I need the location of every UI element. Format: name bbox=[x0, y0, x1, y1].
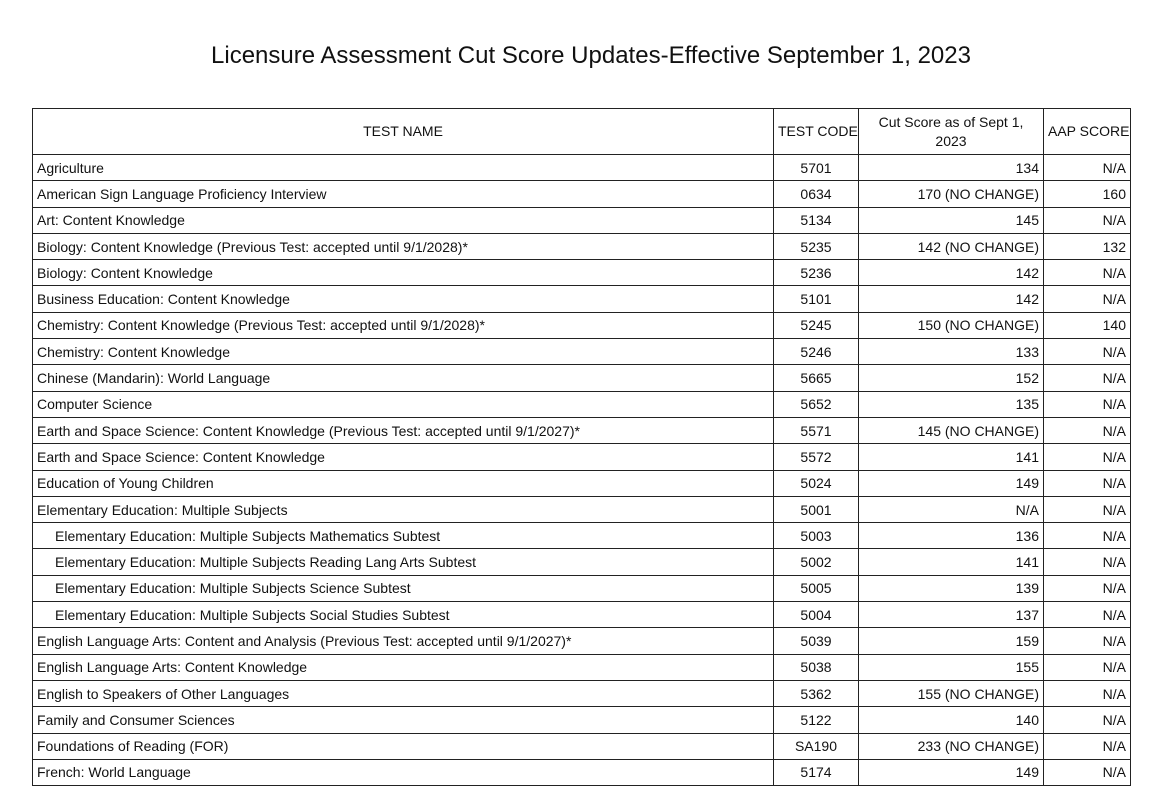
test-name-cell: Agriculture bbox=[33, 155, 774, 181]
table-row bbox=[33, 207, 1131, 233]
test-code-cell: 0634 bbox=[774, 181, 859, 207]
test-name-cell: Elementary Education: Multiple Subjects bbox=[33, 496, 774, 522]
test-code-cell: 5362 bbox=[774, 680, 859, 706]
table-row bbox=[33, 181, 1131, 207]
aap-score-cell: N/A bbox=[1044, 339, 1131, 365]
cut-score-cell: 142 bbox=[859, 260, 1044, 286]
table-row bbox=[33, 444, 1131, 470]
test-name-cell: French: World Language bbox=[33, 759, 774, 785]
aap-score-cell: N/A bbox=[1044, 444, 1131, 470]
test-code-cell: 5572 bbox=[774, 444, 859, 470]
cut-score-cell: 142 bbox=[859, 286, 1044, 312]
aap-score-header: AAP SCORE bbox=[1044, 109, 1131, 155]
cut-score-table bbox=[32, 108, 1131, 786]
aap-score-cell: N/A bbox=[1044, 575, 1131, 601]
test-name-cell: Chinese (Mandarin): World Language bbox=[33, 365, 774, 391]
cut-score-cell: 149 bbox=[859, 759, 1044, 785]
test-name-cell: Foundations of Reading (FOR) bbox=[33, 733, 774, 759]
cut-score-cell: 140 bbox=[859, 707, 1044, 733]
test-code-cell: 5024 bbox=[774, 470, 859, 496]
test-name-cell: Family and Consumer Sciences bbox=[33, 707, 774, 733]
aap-score-cell: 132 bbox=[1044, 233, 1131, 259]
cut-score-cell: 155 bbox=[859, 654, 1044, 680]
aap-score-cell: N/A bbox=[1044, 470, 1131, 496]
table-row bbox=[33, 733, 1131, 759]
test-code-cell: 5004 bbox=[774, 602, 859, 628]
test-code-cell: 5003 bbox=[774, 523, 859, 549]
aap-score-cell: N/A bbox=[1044, 391, 1131, 417]
test-name-cell: Business Education: Content Knowledge bbox=[33, 286, 774, 312]
aap-score-cell: N/A bbox=[1044, 286, 1131, 312]
table-row bbox=[33, 602, 1131, 628]
aap-score-cell: N/A bbox=[1044, 365, 1131, 391]
table-row bbox=[33, 523, 1131, 549]
cut-score-cell: 135 bbox=[859, 391, 1044, 417]
test-name-header: TEST NAME bbox=[33, 109, 774, 155]
test-name-cell: Elementary Education: Multiple Subjects Mathematics Subtest bbox=[33, 523, 774, 549]
aap-score-cell: N/A bbox=[1044, 759, 1131, 785]
table-header-row bbox=[33, 109, 1131, 155]
test-name-cell: Art: Content Knowledge bbox=[33, 207, 774, 233]
aap-score-cell: N/A bbox=[1044, 496, 1131, 522]
table-row bbox=[33, 496, 1131, 522]
document-title: Licensure Assessment Cut Score Updates-Effective September 1, 2023 bbox=[211, 42, 971, 69]
test-code-header: TEST CODE bbox=[774, 109, 859, 155]
test-name-cell: Computer Science bbox=[33, 391, 774, 417]
table-row bbox=[33, 575, 1131, 601]
aap-score-cell: N/A bbox=[1044, 628, 1131, 654]
test-name-cell: English to Speakers of Other Languages bbox=[33, 680, 774, 706]
table-row bbox=[33, 654, 1131, 680]
table-row bbox=[33, 365, 1131, 391]
test-name-cell: American Sign Language Proficiency Interview bbox=[33, 181, 774, 207]
cut-score-cell: 145 bbox=[859, 207, 1044, 233]
test-name-cell: Elementary Education: Multiple Subjects Social Studies Subtest bbox=[33, 602, 774, 628]
cut-score-cell: 133 bbox=[859, 339, 1044, 365]
test-name-cell: English Language Arts: Content Knowledge bbox=[33, 654, 774, 680]
test-name-cell: Earth and Space Science: Content Knowledge (Previous Test: accepted until 9/1/2027)* bbox=[33, 417, 774, 443]
table-row bbox=[33, 628, 1131, 654]
cut-score-cell: 142 (NO CHANGE) bbox=[859, 233, 1044, 259]
cut-score-cell: 136 bbox=[859, 523, 1044, 549]
table-row bbox=[33, 391, 1131, 417]
table-row bbox=[33, 286, 1131, 312]
test-name-cell: Biology: Content Knowledge (Previous Test: accepted until 9/1/2028)* bbox=[33, 233, 774, 259]
aap-score-cell: 160 bbox=[1044, 181, 1131, 207]
cut-score-cell: 233 (NO CHANGE) bbox=[859, 733, 1044, 759]
table-row bbox=[33, 155, 1131, 181]
cut-score-cell: 152 bbox=[859, 365, 1044, 391]
test-code-cell: 5245 bbox=[774, 312, 859, 338]
cut-score-cell: 149 bbox=[859, 470, 1044, 496]
aap-score-cell: N/A bbox=[1044, 602, 1131, 628]
cut-score-cell: 134 bbox=[859, 155, 1044, 181]
aap-score-cell: N/A bbox=[1044, 155, 1131, 181]
test-name-cell: Biology: Content Knowledge bbox=[33, 260, 774, 286]
aap-score-cell: N/A bbox=[1044, 417, 1131, 443]
aap-score-cell: N/A bbox=[1044, 549, 1131, 575]
test-code-cell: 5002 bbox=[774, 549, 859, 575]
cut-score-cell: N/A bbox=[859, 496, 1044, 522]
test-code-cell: 5571 bbox=[774, 417, 859, 443]
aap-score-cell: N/A bbox=[1044, 707, 1131, 733]
table-row bbox=[33, 549, 1131, 575]
test-name-cell: Earth and Space Science: Content Knowledge bbox=[33, 444, 774, 470]
table-row bbox=[33, 680, 1131, 706]
table-row bbox=[33, 707, 1131, 733]
test-name-cell: Chemistry: Content Knowledge (Previous Test: accepted until 9/1/2028)* bbox=[33, 312, 774, 338]
cut-score-cell: 139 bbox=[859, 575, 1044, 601]
aap-score-cell: N/A bbox=[1044, 680, 1131, 706]
table-row bbox=[33, 312, 1131, 338]
test-code-cell: 5038 bbox=[774, 654, 859, 680]
table-row bbox=[33, 260, 1131, 286]
table-row bbox=[33, 759, 1131, 785]
aap-score-cell: N/A bbox=[1044, 523, 1131, 549]
test-code-cell: 5174 bbox=[774, 759, 859, 785]
test-code-cell: 5701 bbox=[774, 155, 859, 181]
test-code-cell: 5236 bbox=[774, 260, 859, 286]
cut-score-cell: 150 (NO CHANGE) bbox=[859, 312, 1044, 338]
test-name-cell: Chemistry: Content Knowledge bbox=[33, 339, 774, 365]
cut-score-cell: 141 bbox=[859, 444, 1044, 470]
table-row bbox=[33, 417, 1131, 443]
cut-score-cell: 145 (NO CHANGE) bbox=[859, 417, 1044, 443]
test-code-cell: 5001 bbox=[774, 496, 859, 522]
test-code-cell: 5235 bbox=[774, 233, 859, 259]
test-code-cell: 5039 bbox=[774, 628, 859, 654]
aap-score-cell: N/A bbox=[1044, 260, 1131, 286]
test-code-cell: 5122 bbox=[774, 707, 859, 733]
cut-score-cell: 141 bbox=[859, 549, 1044, 575]
table-row bbox=[33, 233, 1131, 259]
test-name-cell: Elementary Education: Multiple Subjects Reading Lang Arts Subtest bbox=[33, 549, 774, 575]
test-code-cell: 5101 bbox=[774, 286, 859, 312]
aap-score-cell: N/A bbox=[1044, 207, 1131, 233]
aap-score-cell: N/A bbox=[1044, 654, 1131, 680]
test-name-cell: English Language Arts: Content and Analysis (Previous Test: accepted until 9/1/2027)* bbox=[33, 628, 774, 654]
cut-score-cell: 155 (NO CHANGE) bbox=[859, 680, 1044, 706]
test-name-cell: Education of Young Children bbox=[33, 470, 774, 496]
test-code-cell: 5665 bbox=[774, 365, 859, 391]
test-code-cell: SA190 bbox=[774, 733, 859, 759]
table-row bbox=[33, 339, 1131, 365]
test-code-cell: 5134 bbox=[774, 207, 859, 233]
aap-score-cell: 140 bbox=[1044, 312, 1131, 338]
cut-score-cell: 170 (NO CHANGE) bbox=[859, 181, 1044, 207]
cut-score-header: Cut Score as of Sept 1, 2023 bbox=[859, 109, 1044, 155]
cut-score-cell: 137 bbox=[859, 602, 1044, 628]
test-code-cell: 5652 bbox=[774, 391, 859, 417]
test-name-cell: Elementary Education: Multiple Subjects Science Subtest bbox=[33, 575, 774, 601]
aap-score-cell: N/A bbox=[1044, 733, 1131, 759]
cut-score-cell: 159 bbox=[859, 628, 1044, 654]
test-code-cell: 5246 bbox=[774, 339, 859, 365]
test-code-cell: 5005 bbox=[774, 575, 859, 601]
table-row bbox=[33, 470, 1131, 496]
